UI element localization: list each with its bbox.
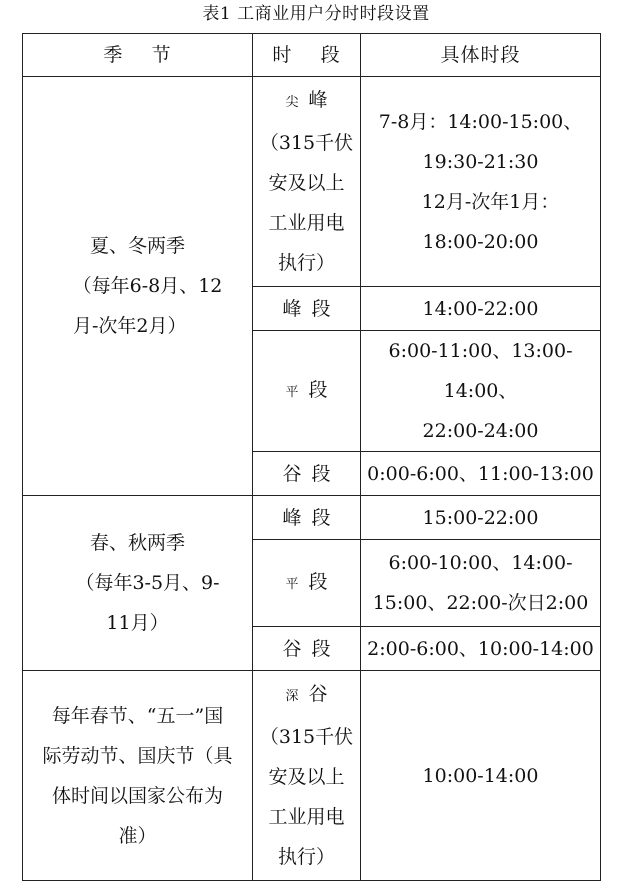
segment-note: 安及以上 [268, 172, 345, 194]
periods-cell [361, 540, 601, 627]
segment-cell-sharp-peak [253, 77, 361, 287]
segment-cell-peak [253, 496, 361, 540]
header-row [23, 34, 601, 77]
season-line: 每年春节、“五一”国 [51, 704, 224, 727]
segment-note: 执行） [277, 846, 335, 868]
segment-label: 平 段 [285, 570, 328, 593]
segment-cell-peak [253, 287, 361, 331]
table-caption: 表1 工商业用户分时时段设置 [202, 4, 430, 24]
periods-cell [361, 496, 601, 540]
period-line: 15:00、22:00-次日2:00 [372, 592, 589, 614]
period-line: 7-8月：14:00-15:00、 [378, 110, 583, 133]
periods-cell [361, 331, 601, 452]
header-season: 季 节 [23, 34, 253, 77]
segment-label: 峰 段 [282, 297, 331, 320]
periods-cell [361, 671, 601, 881]
table-row [23, 671, 601, 881]
segment-label: 深 谷 [285, 683, 328, 705]
segment-label: 谷 段 [282, 462, 331, 485]
segment-note: （315千伏 [259, 132, 354, 154]
segment-label: 尖 峰 [285, 89, 328, 111]
periods-cell [361, 287, 601, 331]
season-cell-holidays [23, 671, 253, 881]
segment-cell-valley [253, 452, 361, 496]
season-line: 际劳动节、国庆节（具 [42, 744, 233, 767]
season-line: 体时间以国家公布为 [51, 784, 223, 807]
season-line: 春、秋两季 [89, 532, 185, 554]
header-segment: 时 段 [253, 34, 361, 77]
segment-cell-flat [253, 540, 361, 627]
time-of-use-table [22, 33, 601, 881]
segment-label: 平 段 [285, 378, 328, 401]
segment-label: 峰 段 [282, 506, 331, 529]
season-line: （每年6-8月、12 [72, 275, 223, 297]
segment-label: 谷 段 [282, 637, 331, 660]
period-line: 0:00-6:00、11:00-13:00 [367, 462, 594, 485]
period-line: 6:00-11:00、13:00-14:00、 [388, 340, 573, 402]
segment-note: 工业用电 [268, 212, 345, 234]
season-line: （每年3-5月、9- [75, 572, 220, 594]
segment-note: 执行） [277, 252, 335, 274]
table-row [23, 77, 601, 287]
segment-cell-deep-valley [253, 671, 361, 881]
periods-cell [361, 452, 601, 496]
period-line: 12月-次年1月： [421, 190, 560, 213]
period-line: 18:00-20:00 [422, 230, 539, 253]
season-line: 准） [118, 824, 157, 847]
segment-cell-flat [253, 331, 361, 452]
table-row [23, 496, 601, 540]
period-line: 22:00-24:00 [422, 420, 539, 442]
season-line: 夏、冬两季 [89, 235, 185, 257]
segment-note: （315千伏 [259, 726, 354, 748]
period-line: 10:00-14:00 [422, 764, 539, 787]
season-line: 11月） [106, 612, 169, 634]
segment-cell-valley [253, 627, 361, 671]
season-cell-summer-winter [23, 77, 253, 496]
segment-note: 安及以上 [268, 766, 345, 788]
segment-note: 工业用电 [268, 806, 345, 828]
period-line: 2:00-6:00、10:00-14:00 [367, 637, 594, 660]
season-cell-spring-autumn [23, 496, 253, 671]
periods-cell [361, 77, 601, 287]
period-line: 19:30-21:30 [422, 150, 539, 173]
period-line: 6:00-10:00、14:00- [388, 552, 573, 574]
periods-cell [361, 627, 601, 671]
header-periods: 具体时段 [361, 34, 601, 77]
period-line: 14:00-22:00 [422, 297, 539, 320]
period-line: 15:00-22:00 [422, 506, 539, 529]
season-line: 月-次年2月） [73, 315, 187, 337]
